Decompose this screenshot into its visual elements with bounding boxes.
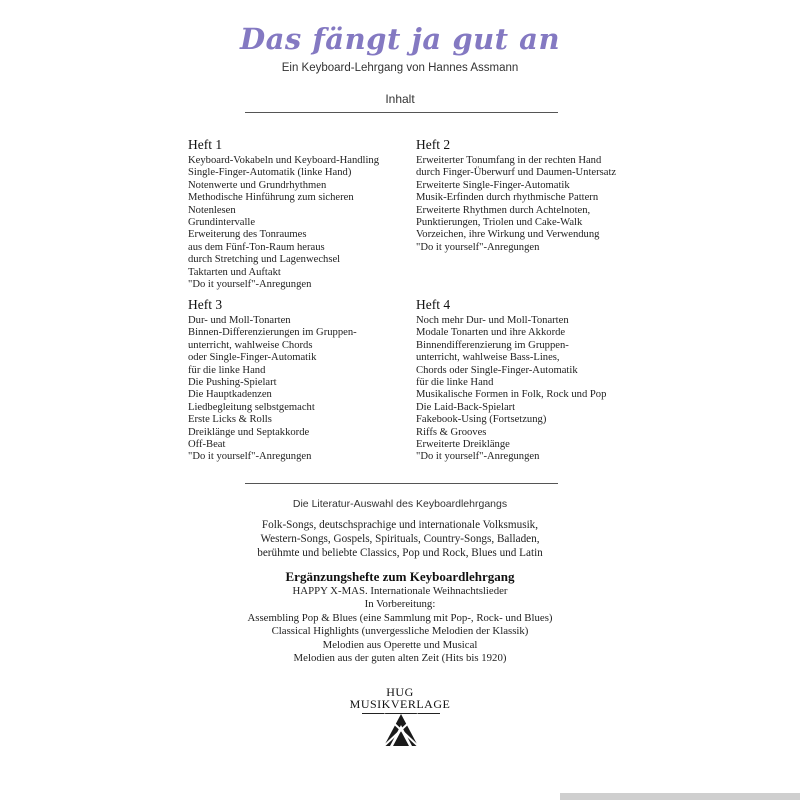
list-item: Dur- und Moll-Tonarten (188, 315, 291, 326)
list-item: Erweiterte Rhythmen durch Achtelnoten, (416, 204, 591, 216)
publisher-name (340, 686, 460, 710)
list-item: "Do it yourself"-Anregungen (416, 451, 540, 463)
list-item: Keyboard-Vokabeln und Keyboard-Handling (188, 155, 380, 166)
list-item: Noch mehr Dur- und Moll-Tonarten (416, 315, 569, 326)
list-item: Musikalische Formen in Folk, Rock und Pop (416, 389, 607, 401)
list-item: Notenwerte und Grundrhythmen (188, 179, 327, 191)
list-item: für die linke Hand (416, 377, 494, 389)
page-title: Das fängt ja gut an (239, 22, 561, 56)
list-item: Die Pushing-Spielart (188, 377, 277, 389)
list-item: durch Finger-Überwurf und Daumen-Untersatz (416, 167, 617, 179)
list-item: Erweiterung des Tonraumes (188, 229, 307, 241)
subtitle: Ein Keyboard-Lehrgang von Hannes Assmann (281, 62, 519, 74)
supplements-heading: Ergänzungshefte zum Keyboardlehrgang (285, 569, 515, 584)
list-item: Die Laid-Back-Spielart (416, 401, 516, 413)
list-item: Modale Tonarten und ihre Akkorde (416, 327, 566, 339)
list-item: unterricht, wahlweise Bass-Lines, (416, 352, 560, 364)
list-item: Erste Licks & Rolls (188, 414, 272, 426)
supplements-lines (0, 585, 800, 665)
list-item: Single-Finger-Automatik (linke Hand) (188, 167, 352, 179)
list-item: durch Stretching und Lagenwechsel (188, 254, 341, 266)
list-item: Grundintervalle (188, 217, 256, 229)
heft-2-list (416, 155, 616, 254)
list-item: Punktierungen, Triolen und Cake-Walk (416, 217, 583, 229)
text-line: Western-Songs, Gospels, Spirituals, Country-Songs, Balladen, (260, 533, 540, 545)
list-item: oder Single-Finger-Automatik (188, 352, 317, 364)
list-item: "Do it yourself"-Anregungen (188, 279, 312, 291)
list-item: "Do it yourself"-Anregungen (416, 241, 540, 253)
list-item: Fakebook-Using (Fortsetzung) (416, 414, 547, 426)
heft-1-list (188, 155, 379, 291)
text-line: Melodien aus Operette und Musical (322, 638, 478, 651)
divider-middle (245, 483, 558, 484)
text-line: berühmte und beliebte Classics, Pop und Rock, Blues und Latin (257, 547, 543, 559)
list-item: Riffs & Grooves (416, 426, 487, 438)
text-line: Melodien aus der guten alten Zeit (Hits bis 1920) (293, 652, 507, 665)
heft-1-heading: Heft 1 (188, 137, 223, 152)
list-item: Taktarten und Auftakt (188, 266, 281, 278)
heft-4-heading: Heft 4 (416, 297, 451, 312)
list-item: Binnen-Differenzierungen im Gruppen- (188, 327, 357, 339)
heft-4-list (416, 315, 606, 464)
list-item: aus dem Fünf-Ton-Raum heraus (188, 241, 325, 253)
list-item: Notenlesen (188, 204, 236, 216)
publisher-line-2: MUSIKVERLAGE (349, 697, 451, 711)
text-line: HAPPY X-MAS. Internationale Weihnachtslieder (292, 585, 508, 597)
heft-1-section (188, 137, 379, 291)
text-line: Assembling Pop & Blues (eine Sammlung mit Pop-, Rock- und Blues) (247, 611, 553, 624)
text-line: Classical Highlights (unvergessliche Melodien der Klassik) (271, 625, 529, 638)
list-item: Die Hauptkadenzen (188, 389, 272, 401)
list-item: Chords oder Single-Finger-Automatik (416, 364, 578, 376)
literature-heading: Die Literatur-Auswahl des Keyboardlehrgangs (292, 498, 508, 510)
heft-2-heading: Heft 2 (416, 137, 451, 152)
publisher-line-1: HUG (386, 685, 414, 699)
list-item: Methodische Hinführung zum sicheren (188, 192, 354, 204)
contents-label: Inhalt (385, 92, 415, 106)
heft-2-section (416, 137, 616, 254)
heft-3-list (188, 315, 357, 464)
list-item: Binnendifferenzierung im Gruppen- (416, 339, 569, 351)
hug-logo-icon (380, 712, 422, 753)
list-item: für die linke Hand (188, 364, 266, 376)
text-line: Folk-Songs, deutschsprachige und internationale Volksmusik, (261, 519, 539, 531)
list-item: unterricht, wahlweise Chords (188, 339, 313, 351)
list-item: Dreiklänge und Septakkorde (188, 426, 310, 438)
heft-3-section (188, 297, 357, 464)
list-item: Erweiterte Single-Finger-Automatik (416, 179, 570, 191)
list-item: Off-Beat (188, 439, 226, 451)
list-item: Liedbegleitung selbstgemacht (188, 401, 315, 413)
literature-block (0, 498, 800, 560)
literature-lines (0, 518, 800, 560)
heft-3-heading: Heft 3 (188, 297, 223, 312)
list-item: Musik-Erfinden durch rhythmische Pattern (416, 192, 599, 204)
list-item: Erweiterter Tonumfang in der rechten Hand (416, 155, 602, 166)
scan-edge (560, 793, 800, 800)
supplements-block (0, 569, 800, 665)
list-item: "Do it yourself"-Anregungen (188, 451, 312, 463)
heft-4-section (416, 297, 606, 464)
list-item: Erweiterte Dreiklänge (416, 439, 510, 451)
list-item: Vorzeichen, ihre Wirkung und Verwendung (416, 229, 600, 241)
divider-top (245, 112, 558, 113)
text-line: In Vorbereitung: (364, 598, 436, 611)
